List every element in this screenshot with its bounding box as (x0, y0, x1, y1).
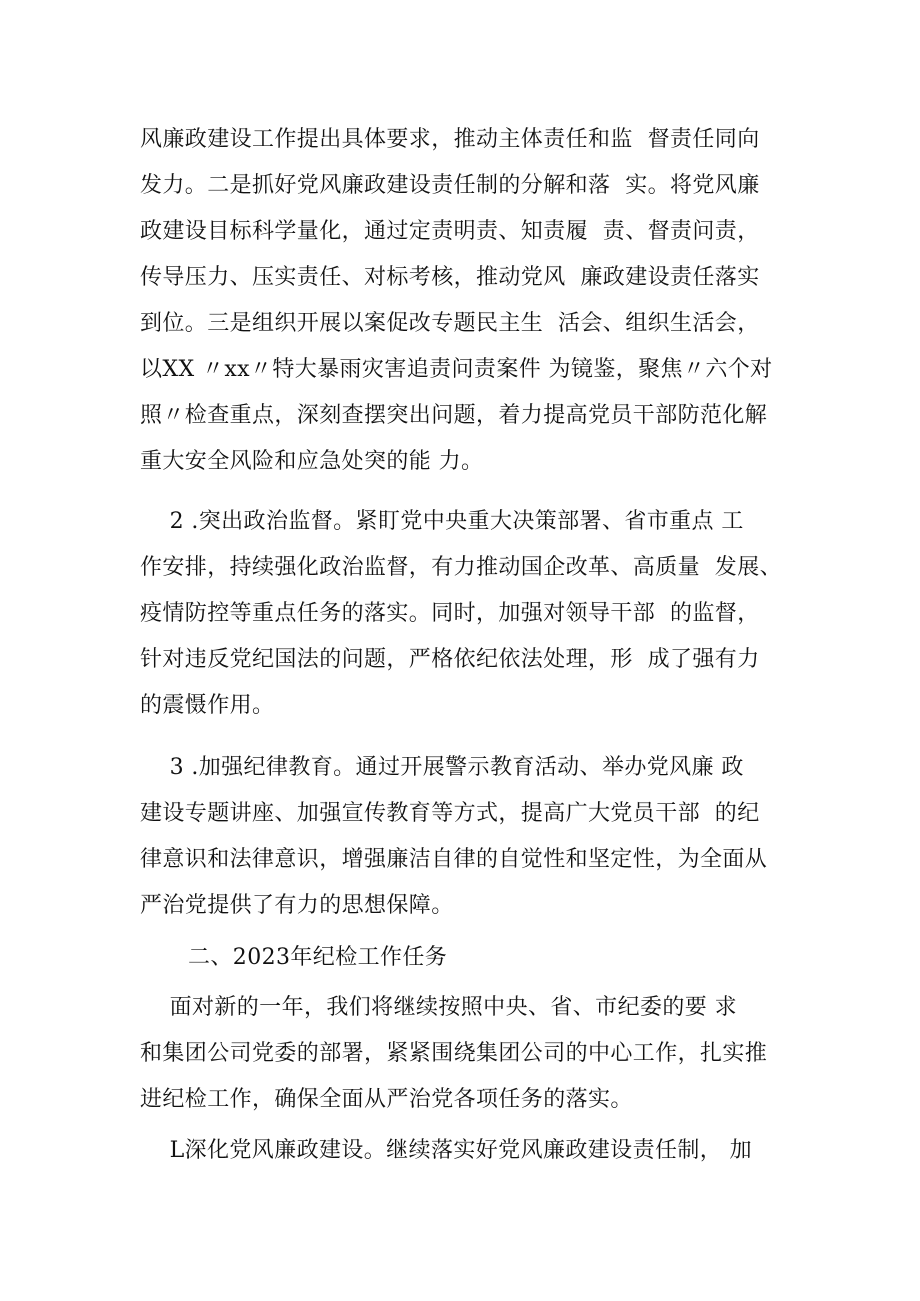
text-line: 发力。二是抓好党风廉政建设责任制的分解和落 实。将党风廉 (140, 173, 760, 198)
text-line: 作安排，持续强化政治监督，有力推动国企改革、高质量 发展、 (140, 555, 782, 580)
text-line: 进纪检工作，确保全面从严治党各项任务的落实。 (140, 1087, 633, 1112)
text-line: 2 .突出政治监督。紧盯党中央重大决策部署、省市重点 工 (140, 509, 744, 534)
text-line: 面对新的一年，我们将继续按照中央、省、市纪委的要 求 (140, 995, 737, 1020)
text-line: 疫情防控等重点任务的落实。同时，加强对领导干部 的监督， (140, 601, 760, 626)
text-line: 传导压力、压实责任、对标考核，推动党风 廉政建设责任落实 (140, 265, 760, 290)
text-line: L深化党风廉政建设。继续落实好党风廉政建设责任制， 加 (140, 1138, 752, 1163)
text-line: 以XX 〃xx〃特大暴雨灾害追责问责案件 为镜鉴，聚焦〃六个对 (140, 357, 773, 382)
text-line: 照〃检查重点，深刻查摆突出问题，着力提高党员干部防范化解 (140, 403, 768, 428)
text-line: 到位。三是组织开展以案促改专题民主生 活会、组织生活会， (140, 311, 760, 336)
text-line: 严治党提供了有力的思想保障。 (140, 893, 454, 918)
text-line: 重大安全风险和应急处突的能 力。 (140, 449, 484, 474)
text-line: 风廉政建设工作提出具体要求，推动主体责任和监 督责任同向 (140, 127, 760, 152)
text-line: 律意识和法律意识，增强廉洁自律的自觉性和坚定性，为全面从 (140, 847, 768, 872)
text-line: 和集团公司党委的部署，紧紧围绕集团公司的中心工作，扎实推 (140, 1041, 768, 1066)
text-line: 建设专题讲座、加强宣传教育等方式，提高广大党员干部 的纪 (140, 801, 760, 826)
text-line: 政建设目标科学量化，通过定责明责、知责履 责、督责问责， (140, 219, 760, 244)
text-line: 针对违反党纪国法的问题，严格依纪依法处理，形 成了强有力 (140, 647, 760, 672)
text-line: 的震慑作用。 (140, 693, 275, 718)
text-line: 3 .加强纪律教育。通过开展警示教育活动、举办党风廉 政 (140, 755, 744, 780)
section-heading: 二、2023年纪检工作任务 (188, 945, 448, 970)
